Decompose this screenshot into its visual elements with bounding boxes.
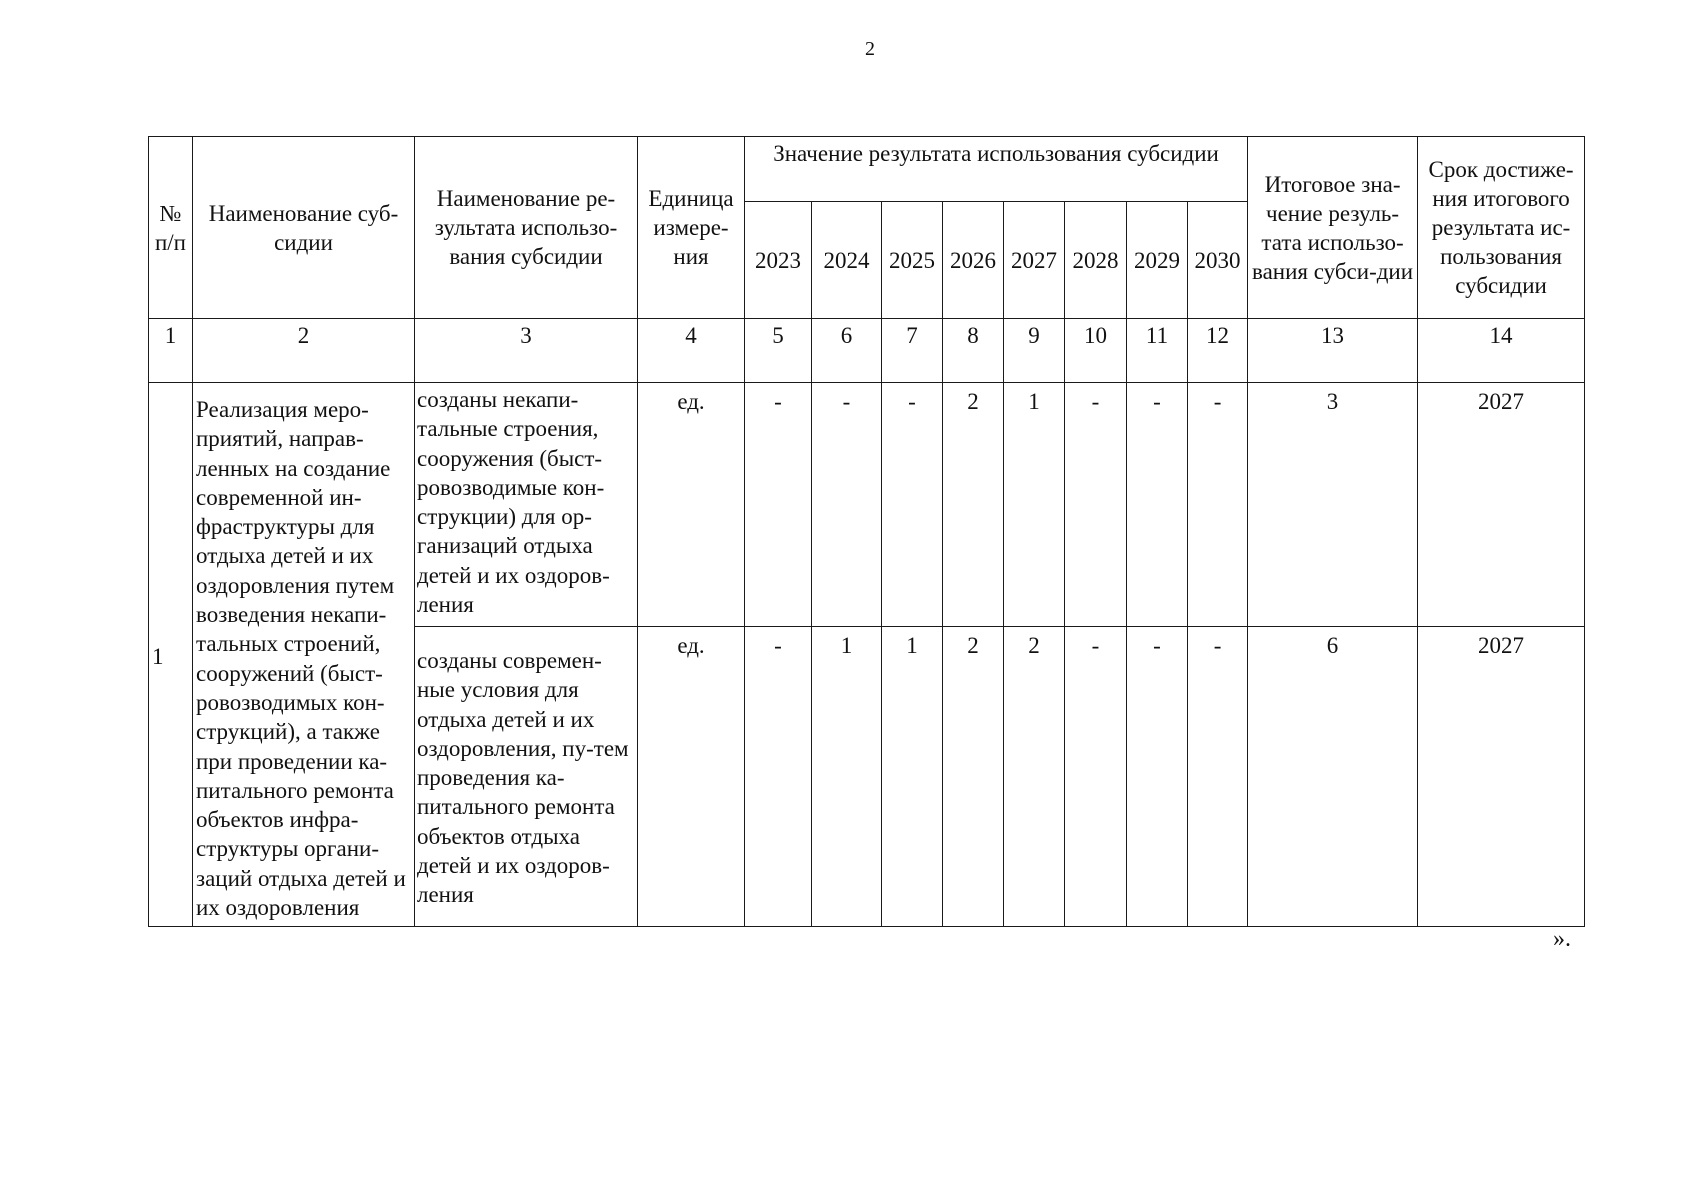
header-value-group: Значение результата использования субсидии <box>745 137 1248 202</box>
header-year: 2027 <box>1004 202 1065 319</box>
final-value-cell: 6 <box>1248 627 1418 927</box>
value-cell: 2 <box>943 383 1004 627</box>
header-year: 2029 <box>1127 202 1188 319</box>
header-final-value: Итоговое зна-чение резуль-тата использо-вания субси-дии <box>1248 137 1418 319</box>
header-deadline: Срок достиже-ния итогового результата ис-пользования субсидии <box>1418 137 1585 319</box>
value-cell: 1 <box>1004 383 1065 627</box>
result-name-cell: созданы современ-ные условия для отдыха детей и их оздоровления, пу-тем проведения ка-питального ремонта объектов отдыха детей и их оздоров-ления <box>415 627 638 927</box>
unit-cell: ед. <box>638 383 745 627</box>
value-cell: 2 <box>1004 627 1065 927</box>
header-year: 2023 <box>745 202 812 319</box>
closing-quote-mark: ». <box>1553 926 1571 952</box>
value-cell: - <box>1127 627 1188 927</box>
column-number: 12 <box>1188 319 1248 383</box>
header-year: 2025 <box>882 202 943 319</box>
column-number: 6 <box>812 319 882 383</box>
header-row-top <box>149 137 1585 202</box>
column-number: 2 <box>193 319 415 383</box>
value-cell: - <box>812 383 882 627</box>
column-number: 1 <box>149 319 193 383</box>
value-cell: - <box>1065 383 1127 627</box>
column-number: 14 <box>1418 319 1585 383</box>
value-cell: - <box>745 627 812 927</box>
column-number: 8 <box>943 319 1004 383</box>
column-number: 5 <box>745 319 812 383</box>
column-number: 3 <box>415 319 638 383</box>
result-name-cell: созданы некапи-тальные строения, сооружения (быст-ровозводимые кон-струкции) для ор-ганизаций отдыха детей и их оздоров-ления <box>415 383 638 627</box>
value-cell: - <box>1127 383 1188 627</box>
column-number: 4 <box>638 319 745 383</box>
page-number: 2 <box>865 38 875 60</box>
header-subsidy-name: Наименование суб-сидии <box>193 137 415 319</box>
value-cell: - <box>1188 383 1248 627</box>
table-row <box>149 383 1585 627</box>
deadline-cell: 2027 <box>1418 627 1585 927</box>
column-number: 11 <box>1127 319 1188 383</box>
header-year: 2030 <box>1188 202 1248 319</box>
header-year: 2028 <box>1065 202 1127 319</box>
final-value-cell: 3 <box>1248 383 1418 627</box>
column-number: 7 <box>882 319 943 383</box>
value-cell: - <box>1065 627 1127 927</box>
column-number: 13 <box>1248 319 1418 383</box>
header-result-name: Наименование ре-зультата использо-вания субсидии <box>415 137 638 319</box>
value-cell: - <box>1188 627 1248 927</box>
subsidy-name-cell: Реализация меро-приятий, направ-ленных на создание современной ин-фраструктуры для отдыха детей и их оздоровления путем возведения некапи-тальных строений, сооружений (быст-ровозводимых кон-струкций), а также при проведении ка-питального ремонта объектов инфра-структуры органи-заций отдыха детей и их оздоровления <box>193 383 415 927</box>
value-cell: - <box>882 383 943 627</box>
value-cell: 1 <box>812 627 882 927</box>
row-index: 1 <box>149 383 193 927</box>
column-number: 10 <box>1065 319 1127 383</box>
value-cell: - <box>745 383 812 627</box>
header-year: 2024 <box>812 202 882 319</box>
header-year: 2026 <box>943 202 1004 319</box>
subsidy-results-table <box>148 136 1585 927</box>
unit-cell: ед. <box>638 627 745 927</box>
header-index: № п/п <box>149 137 193 319</box>
column-number-row <box>149 319 1585 383</box>
value-cell: 1 <box>882 627 943 927</box>
value-cell: 2 <box>943 627 1004 927</box>
header-unit: Единица измере-ния <box>638 137 745 319</box>
column-number: 9 <box>1004 319 1065 383</box>
deadline-cell: 2027 <box>1418 383 1585 627</box>
